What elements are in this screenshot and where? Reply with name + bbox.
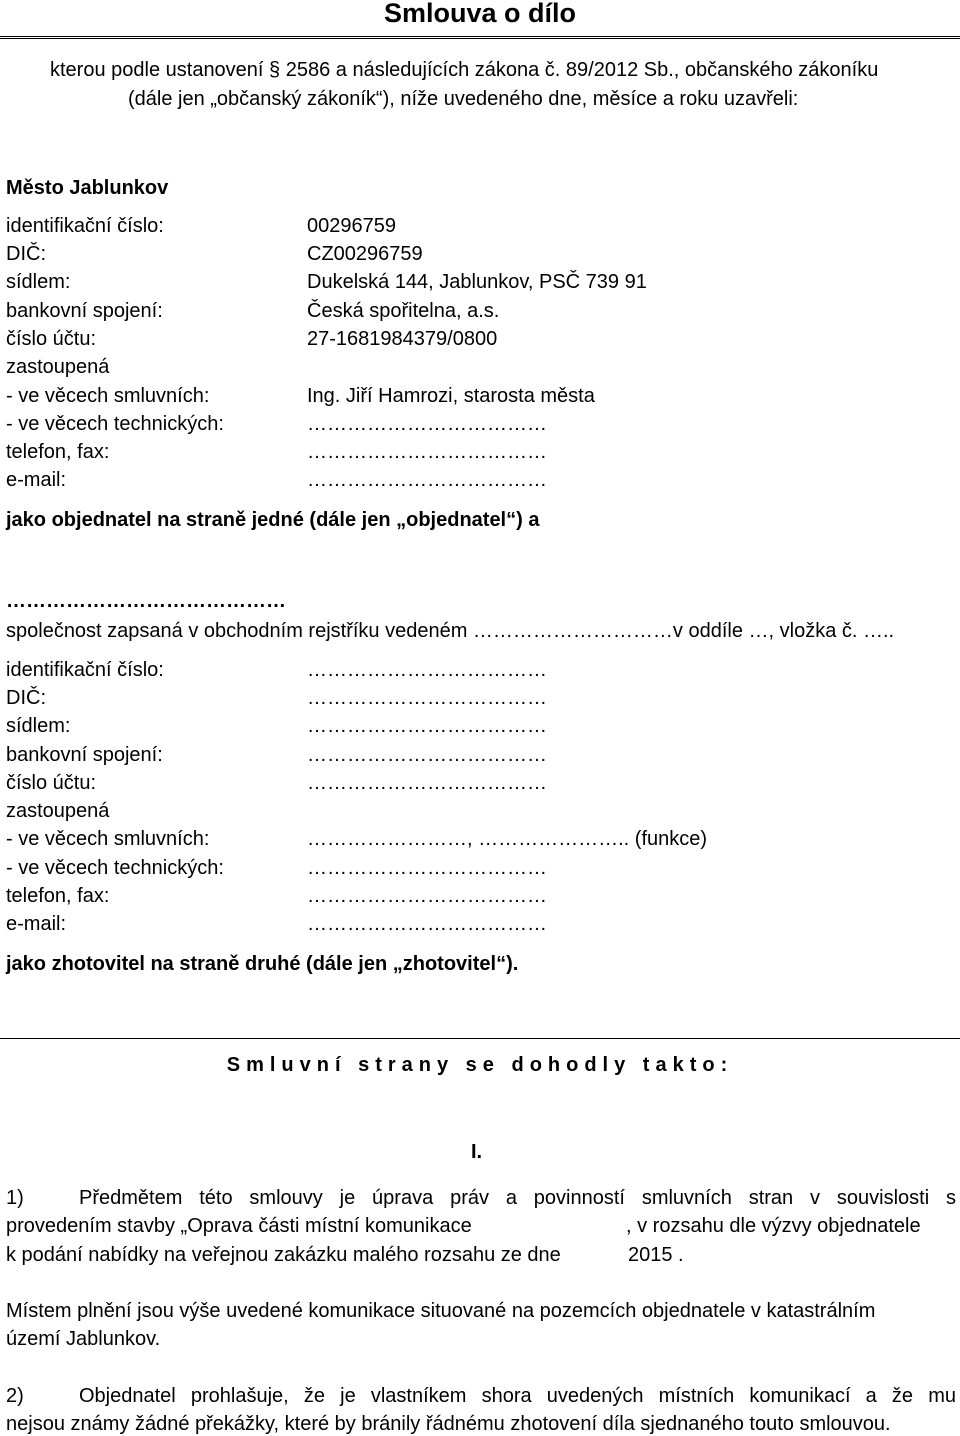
paragraph-2-line-1: Objednatel prohlašuje, že je vlastníkem shora uvedených místních komunikací a že mu — [79, 1385, 956, 1407]
contractor-registry: společnost zapsaná v obchodním rejstříku vedeném …………………………v oddíle …, vložka č. ….. — [6, 620, 895, 642]
client-label-email: e-mail: — [6, 469, 67, 491]
paragraph-1-number: 1) — [6, 1187, 24, 1209]
contractor-label-bank: bankovní spojení: — [6, 744, 163, 766]
contractor-name: …………………………………… — [6, 590, 286, 612]
contractor-label-technical: - ve věcech technických: — [6, 857, 224, 879]
paragraph-1-line-3-end: 2015 . — [628, 1244, 684, 1266]
client-name: Město Jablunkov — [6, 177, 169, 199]
contractor-value-contractual: ……………………, ………………….. (funkce) — [307, 828, 708, 850]
client-value-phone: ……………………………… — [307, 441, 547, 463]
client-label-account: číslo účtu: — [6, 328, 97, 350]
contractor-value-ico: ……………………………… — [307, 659, 547, 681]
contractor-value-seat: ……………………………… — [307, 715, 547, 737]
client-value-ico: 00296759 — [307, 215, 396, 237]
client-label-contractual: - ve věcech smluvních: — [6, 385, 210, 407]
contractor-label-ico: identifikační číslo: — [6, 659, 164, 681]
contractor-label-email: e-mail: — [6, 913, 67, 935]
client-value-bank: Česká spořitelna, a.s. — [307, 300, 500, 322]
contractor-closing: jako zhotovitel na straně druhé (dále jen „zhotovitel“). — [6, 953, 519, 975]
intro-line-1: kterou podle ustanovení § 2586 a následujících zákona č. 89/2012 Sb., občanského zákoníku — [50, 59, 879, 81]
contractor-value-dic: ……………………………… — [307, 687, 547, 709]
paragraph-1-line-2-start: provedením stavby „Oprava části místní komunikace — [6, 1215, 472, 1237]
client-closing: jako objednatel na straně jedné (dále jen „objednatel“) a — [6, 509, 540, 531]
contractor-value-bank: ……………………………… — [307, 744, 547, 766]
contractor-label-dic: DIČ: — [6, 687, 46, 709]
client-label-ico: identifikační číslo: — [6, 215, 164, 237]
client-label-bank: bankovní spojení: — [6, 300, 163, 322]
client-value-technical: ……………………………… — [307, 413, 547, 435]
contractor-value-phone: ……………………………… — [307, 885, 547, 907]
contractor-value-email: ……………………………… — [307, 913, 547, 935]
separator-line — [0, 1038, 960, 1039]
client-value-contractual: Ing. Jiří Hamrozi, starosta města — [307, 385, 595, 407]
place-line-2: území Jablunkov. — [6, 1328, 161, 1350]
place-line-1: Místem plnění jsou výše uvedené komunikace situované na pozemcích objednatele v katastrálním — [6, 1300, 876, 1322]
client-label-technical: - ve věcech technických: — [6, 413, 224, 435]
paragraph-2-line-2: nejsou známy žádné překážky, které by bránily řádnému zhotovení díla sjednaného touto smlouvou. — [6, 1413, 891, 1435]
client-label-represented: zastoupená — [6, 356, 110, 378]
client-value-email: ……………………………… — [307, 469, 547, 491]
contractor-label-account: číslo účtu: — [6, 772, 97, 794]
client-label-dic: DIČ: — [6, 243, 46, 265]
paragraph-2-number: 2) — [6, 1385, 24, 1407]
paragraph-1-line-1: Předmětem této smlouvy je úprava práv a povinností smluvních stran v souvislosti s — [79, 1187, 956, 1209]
contractor-value-technical: ……………………………… — [307, 857, 547, 879]
intro-line-2: (dále jen „občanský zákoník“), níže uvedeného dne, měsíce a roku uzavřeli: — [128, 88, 799, 110]
client-label-seat: sídlem: — [6, 271, 71, 293]
section-number: I. — [471, 1141, 483, 1163]
contractor-value-account: ……………………………… — [307, 772, 547, 794]
client-value-seat: Dukelská 144, Jablunkov, PSČ 739 91 — [307, 271, 647, 293]
paragraph-1-line-3-start: k podání nabídky na veřejnou zakázku malého rozsahu ze dne — [6, 1244, 561, 1266]
client-value-account: 27-1681984379/0800 — [307, 328, 498, 350]
contractor-label-represented: zastoupená — [6, 800, 110, 822]
contractor-label-contractual: - ve věcech smluvních: — [6, 828, 210, 850]
client-label-phone: telefon, fax: — [6, 441, 110, 463]
agreement-heading: Smluvní strany se dohodly takto: — [226, 1054, 734, 1076]
document-title: Smlouva o dílo — [383, 0, 577, 28]
client-value-dic: CZ00296759 — [307, 243, 423, 265]
paragraph-1-line-2-end: , v rozsahu dle výzvy objednatele — [626, 1215, 921, 1237]
title-underline — [0, 36, 960, 39]
contractor-label-seat: sídlem: — [6, 715, 71, 737]
contractor-label-phone: telefon, fax: — [6, 885, 110, 907]
